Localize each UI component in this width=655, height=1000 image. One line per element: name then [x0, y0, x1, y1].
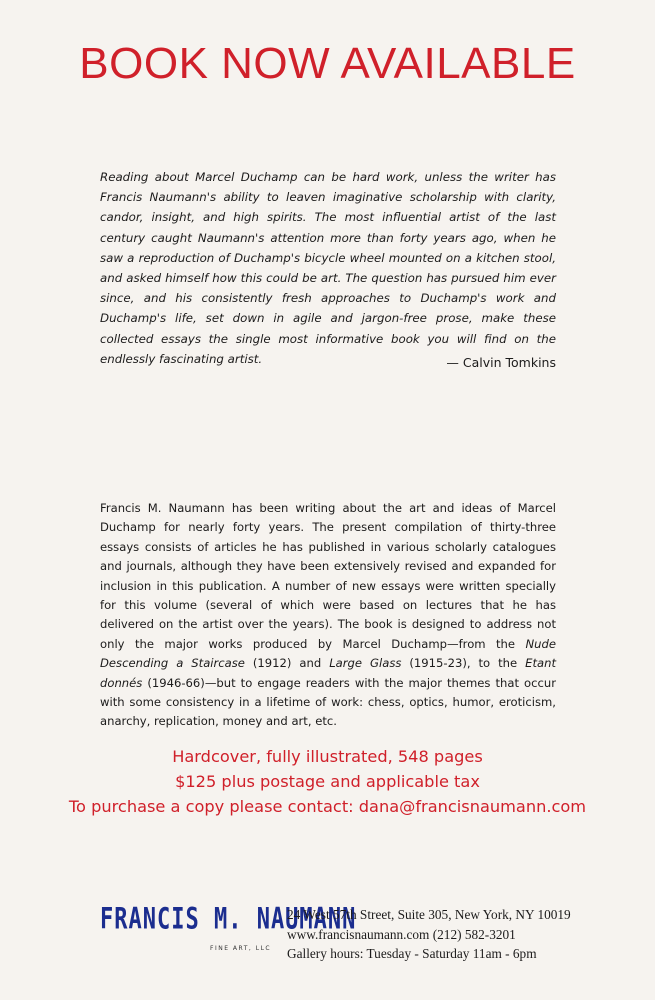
offer-format: Hardcover, fully illustrated, 548 pages [172, 747, 483, 766]
artwork-title-large-glass: Large Glass [329, 656, 402, 671]
description-part-3: (1915-23), to the [401, 656, 526, 671]
purchase-info [0, 744, 655, 819]
gallery-hours: Gallery hours: Tuesday - Saturday 11am - 6pm [287, 946, 537, 961]
description-part-4: (1946-66)—but to engage readers with the major themes that occur with some consistency in a lifetime of work: chess, optics, humor, eroticism, anarchy, replication, money and art, etc. [100, 675, 556, 729]
artwork-title-nude-descending: Nude Descending a Staircase [100, 636, 556, 671]
quote-attribution: — Calvin Tomkins [446, 355, 556, 370]
description-part-1: Francis M. Naumann has been writing about the art and ideas of Marcel Duchamp for nearly forty years. The present compilation of thirty-three essays consists of articles he has published in various scholarly catalogues and journals, although they have been extensively revised and expanded for inclusion in this publication. A number of new essays were written specially for this volume (several of which were based on lectures that he has delivered on the artist over the years). The book is designed to address not only the major works produced by Marcel Duchamp—from the [100, 501, 556, 651]
quote-text: Reading about Marcel Duchamp can be hard work, unless the writer has Francis Naumann's ability to leaven imaginative scholarship with clarity, candor, insight, and high spirits. The most influential artist of the last century caught Naumann's attention more than forty years ago, when he saw a reproduction of Duchamp's bicycle wheel mounted on a kitchen stool, and asked himself how this could be art. The question has pursued him ever since, and his consistently fresh approaches to Duchamp's work and Duchamp's life, set down in agile and jargon-free prose, make these collected essays the single most informative book you will find on the endlessly fascinating artist. [100, 170, 556, 366]
gallery-contact [287, 905, 637, 964]
gallery-web-phone[interactable]: www.francisnaumann.com (212) 582-3201 [287, 926, 516, 942]
offer-price: $125 plus postage and applicable tax [175, 772, 480, 791]
headline: BOOK NOW AVAILABLE [79, 39, 576, 88]
artwork-title-etant-donnes: Etant donnés [100, 656, 556, 690]
logo-subtitle: FINE ART, LLC [210, 945, 272, 952]
book-description [100, 499, 556, 732]
offer-contact[interactable]: To purchase a copy please contact: dana@francisnaumann.com [68, 797, 587, 816]
gallery-address: 24 West 57th Street, Suite 305, New York, NY 10019 [287, 907, 571, 922]
gallery-logo [100, 903, 357, 952]
logo-name: FRANCIS M. NAUMANN [100, 903, 357, 937]
description-part-2: (1912) and [244, 656, 330, 671]
